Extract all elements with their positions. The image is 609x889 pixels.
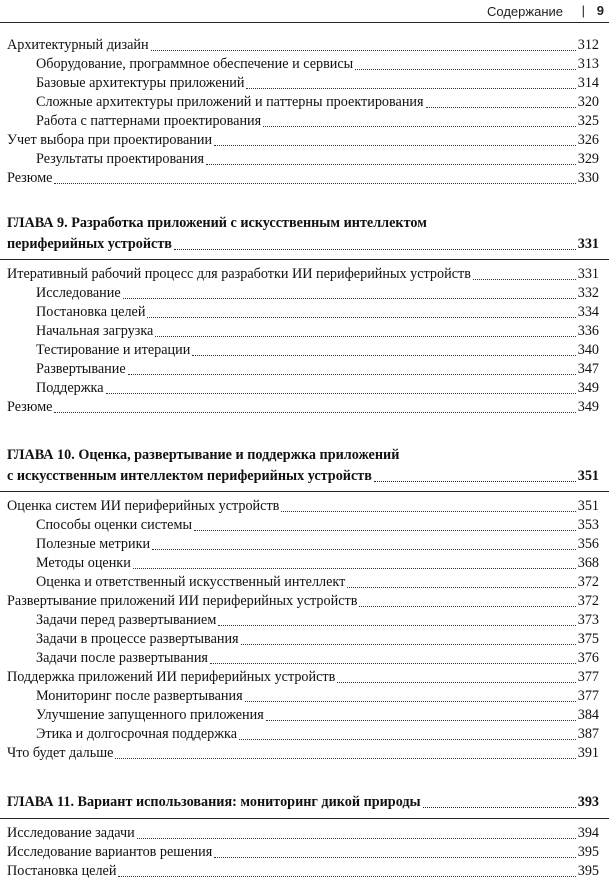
toc-entry-title: Итеративный рабочий процесс для разработки ИИ периферийных устройств (7, 266, 471, 282)
toc-entry[interactable] (36, 303, 599, 322)
toc-entry[interactable] (7, 36, 599, 55)
toc-entry-page: 340 (577, 342, 599, 358)
dot-leader (374, 480, 576, 482)
toc-entry-page: 351 (577, 498, 599, 514)
toc-entry[interactable] (7, 862, 599, 881)
dot-leader (210, 662, 576, 664)
toc-entry[interactable] (7, 497, 599, 516)
chapter-title-line1: ГЛАВА 10. Оценка, развертывание и поддержка приложений (7, 447, 400, 463)
dot-leader (192, 354, 575, 356)
toc-entry-page: 384 (577, 707, 599, 723)
toc-entry-page: 356 (577, 536, 599, 552)
chapter-rule (0, 818, 609, 819)
toc-entry[interactable] (36, 341, 599, 360)
toc-entry-page: 313 (577, 56, 599, 72)
chapter-page: 393 (577, 794, 599, 810)
toc-entry[interactable] (7, 824, 599, 843)
chapter-title-row (7, 792, 599, 813)
chapter-page: 331 (577, 236, 599, 252)
toc-entry-page: 336 (577, 323, 599, 339)
toc-entry-page: 332 (577, 285, 599, 301)
chapter-rule (0, 259, 609, 260)
toc-entry-title: Исследование задачи (7, 825, 135, 841)
toc-entry-title: Тестирование и итерации (36, 342, 191, 358)
toc-entry[interactable] (36, 516, 599, 535)
dot-leader (106, 392, 576, 394)
toc-entry-title: Учет выбора при проектировании (7, 132, 213, 148)
dot-leader (263, 125, 576, 127)
chapter-title-row (7, 466, 599, 487)
dot-leader (133, 567, 576, 569)
toc-entry[interactable] (36, 379, 599, 398)
toc-entry-page: 325 (577, 113, 599, 129)
dot-leader (347, 586, 575, 588)
dot-leader (155, 335, 575, 337)
toc-entry[interactable] (7, 169, 599, 188)
toc-entry[interactable] (36, 74, 599, 93)
toc-entry[interactable] (7, 131, 599, 150)
toc-entry-page: 334 (577, 304, 599, 320)
toc-entry-title: Мониторинг после развертывания (36, 688, 243, 704)
toc-entry[interactable] (7, 592, 599, 611)
toc-entry-title: Работа с паттернами проектирования (36, 113, 262, 129)
toc-entry-page: 349 (577, 399, 599, 415)
dot-leader (246, 87, 575, 89)
toc-entry-page: 373 (577, 612, 599, 628)
dot-leader (218, 624, 575, 626)
toc-entry-page: 377 (577, 669, 599, 685)
dot-leader (266, 719, 576, 721)
dot-leader (359, 605, 575, 607)
toc-entry-page: 391 (577, 745, 599, 761)
toc-entry-title: Постановка целей (36, 304, 146, 320)
header-section-title: Содержание (487, 4, 563, 19)
dot-leader (245, 700, 576, 702)
toc-entry-page: 312 (577, 37, 599, 53)
header-page-number: 9 (596, 3, 604, 18)
toc-entry-page: 376 (577, 650, 599, 666)
chapter-title-line1: ГЛАВА 11. Вариант использования: мониторинг дикой природы (7, 794, 421, 810)
toc-entry-title: Исследование вариантов решения (7, 844, 213, 860)
toc-entry-title: Задачи после развертывания (36, 650, 208, 666)
header-separator: | (581, 3, 585, 18)
toc-entry-title: Постановка целей (7, 863, 117, 879)
toc-entry[interactable] (36, 630, 599, 649)
toc-entry-page: 330 (577, 170, 599, 186)
chapter-page: 351 (577, 468, 599, 484)
toc-entry-title: Полезные метрики (36, 536, 151, 552)
dot-leader (337, 681, 575, 683)
toc-entry-title: Задачи перед развертыванием (36, 612, 217, 628)
toc-entry-title: Оборудование, программное обеспечение и сервисы (36, 56, 354, 72)
toc-entry[interactable] (7, 265, 599, 284)
toc-entry-title: Оценка систем ИИ периферийных устройств (7, 498, 280, 514)
dot-leader (128, 373, 576, 375)
toc-entry-title: Способы оценки системы (36, 517, 192, 533)
dot-leader (54, 411, 575, 413)
toc-entry-page: 372 (577, 574, 599, 590)
toc-entry-title: Начальная загрузка (36, 323, 154, 339)
toc-entry-title: Резюме (7, 170, 53, 186)
toc-entry-page: 395 (577, 863, 599, 879)
dot-leader (281, 510, 575, 512)
dot-leader (152, 548, 576, 550)
toc-entry-page: 320 (577, 94, 599, 110)
dot-leader (423, 806, 576, 808)
toc-entry[interactable] (7, 843, 599, 862)
dot-leader (473, 278, 576, 280)
chapter-title-line2: с искусственным интеллектом периферийных устройств (7, 468, 372, 484)
chapter-heading[interactable] (7, 792, 599, 813)
toc-entry-title: Результаты проектирования (36, 151, 204, 167)
toc-entry[interactable] (36, 284, 599, 303)
dot-leader (118, 875, 575, 877)
toc-entry[interactable] (7, 744, 599, 763)
header-rule (0, 22, 609, 23)
toc-entry[interactable] (7, 668, 599, 687)
toc-entry-title: Улучшение запущенного приложения (36, 707, 264, 723)
dot-leader (54, 182, 575, 184)
toc-entry-title: Методы оценки (36, 555, 131, 571)
chapter-title-row (7, 234, 599, 255)
toc-entry[interactable] (36, 706, 599, 725)
dot-leader (214, 144, 576, 146)
toc-entry-title: Этика и долгосрочная поддержка (36, 726, 238, 742)
dot-leader (426, 106, 576, 108)
chapter-title-line1: ГЛАВА 9. Разработка приложений с искусственным интеллектом (7, 215, 427, 231)
toc-entry[interactable] (36, 322, 599, 341)
toc-entry[interactable] (36, 687, 599, 706)
toc-entry-title: Развертывание (36, 361, 126, 377)
toc-entry-page: 349 (577, 380, 599, 396)
chapter-heading[interactable] (7, 213, 599, 255)
toc-entry[interactable] (36, 649, 599, 668)
running-header (0, 0, 609, 24)
toc-entry[interactable] (36, 554, 599, 573)
toc-entry-title: Исследование (36, 285, 121, 301)
toc-entry[interactable] (36, 611, 599, 630)
toc-entry[interactable] (36, 93, 599, 112)
dot-leader (137, 837, 576, 839)
toc-entry-page: 395 (577, 844, 599, 860)
toc-entry[interactable] (36, 573, 599, 592)
toc-entry-title: Сложные архитектуры приложений и паттерны проектирования (36, 94, 424, 110)
toc-entry[interactable] (36, 55, 599, 74)
toc-entry-page: 326 (577, 132, 599, 148)
toc-entry[interactable] (7, 398, 599, 417)
chapter-rule (0, 491, 609, 492)
dot-leader (206, 163, 576, 165)
toc-entry[interactable] (36, 725, 599, 744)
dot-leader (194, 529, 576, 531)
toc-entry-page: 347 (577, 361, 599, 377)
toc-entry-title: Что будет дальше (7, 745, 114, 761)
chapter-heading[interactable] (7, 445, 599, 487)
toc-entry-page: 331 (577, 266, 599, 282)
toc-entry-title: Архитектурный дизайн (7, 37, 149, 53)
dot-leader (241, 643, 576, 645)
toc-entry[interactable] (36, 112, 599, 131)
dot-leader (123, 297, 576, 299)
toc-entry[interactable] (36, 150, 599, 169)
toc-entry-page: 375 (577, 631, 599, 647)
dot-leader (115, 757, 575, 759)
dot-leader (355, 68, 576, 70)
toc-entry-page: 314 (577, 75, 599, 91)
toc-entry-page: 394 (577, 825, 599, 841)
dot-leader (151, 49, 576, 51)
dot-leader (239, 738, 576, 740)
toc-entry-page: 387 (577, 726, 599, 742)
toc-entry-page: 353 (577, 517, 599, 533)
toc-entry-page: 372 (577, 593, 599, 609)
dot-leader (147, 316, 575, 318)
toc-entry-page: 377 (577, 688, 599, 704)
toc-entry-title: Резюме (7, 399, 53, 415)
toc-entry-title: Оценка и ответственный искусственный интеллект (36, 574, 346, 590)
toc-entry[interactable] (36, 360, 599, 379)
toc-entry-title: Базовые архитектуры приложений (36, 75, 245, 91)
toc-entry-title: Поддержка (36, 380, 104, 396)
toc-entry-title: Поддержка приложений ИИ периферийных устройств (7, 669, 336, 685)
chapter-title-line2: периферийных устройств (7, 236, 172, 252)
toc-entry[interactable] (36, 535, 599, 554)
toc-entry-page: 329 (577, 151, 599, 167)
dot-leader (174, 248, 576, 250)
toc-entry-page: 368 (577, 555, 599, 571)
toc-entry-title: Развертывание приложений ИИ периферийных устройств (7, 593, 358, 609)
toc-entry-title: Задачи в процессе развертывания (36, 631, 239, 647)
dot-leader (214, 856, 575, 858)
